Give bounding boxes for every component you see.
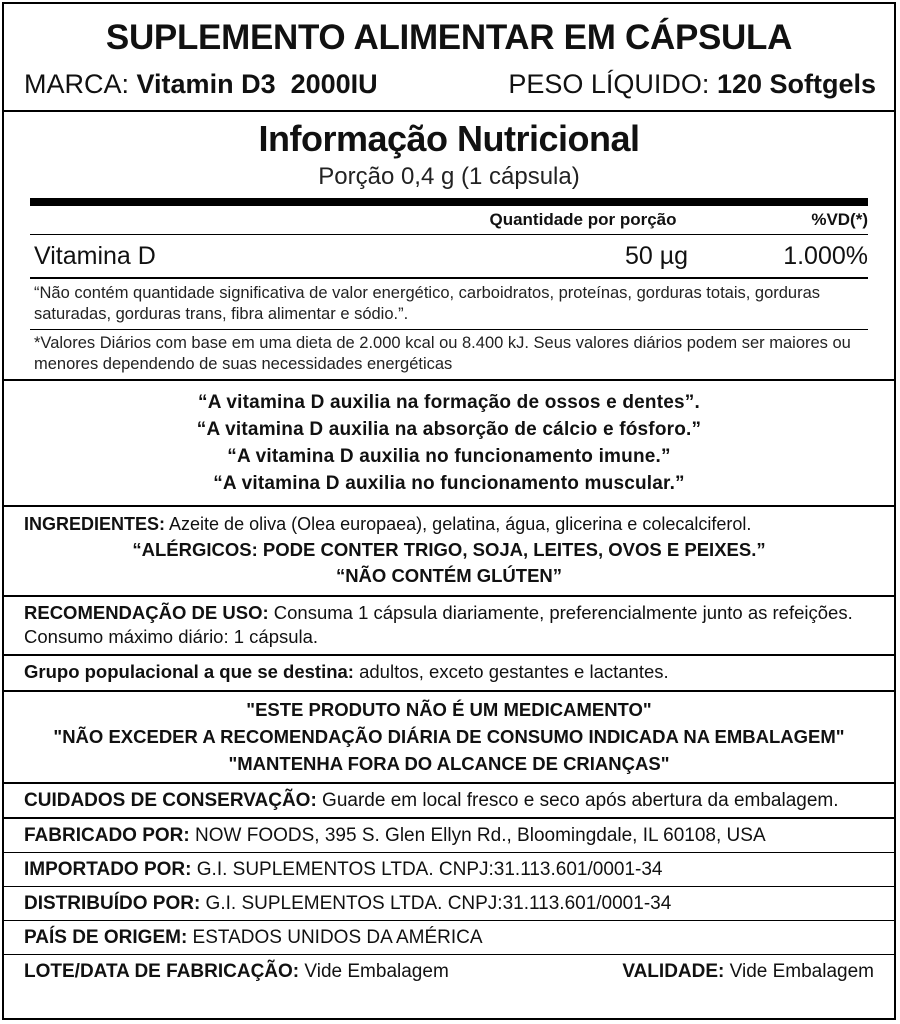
ingredients-text: Azeite de oliva (Olea europaea), gelatina, água, glicerina e colecalciferol.: [165, 514, 752, 534]
validity-text: Vide Embalagem: [724, 961, 874, 982]
manufacturer-label: FABRICADO POR:: [24, 825, 190, 846]
manufacturer-line: [4, 817, 894, 852]
importer-text: G.I. SUPLEMENTOS LTDA. CNPJ:31.113.601/0001-34: [191, 859, 663, 880]
ingredients-section: [4, 505, 894, 595]
product-category-title: SUPLEMENTO ALIMENTAR EM CÁPSULA: [105, 18, 793, 57]
claim-item: “A vitamina D auxilia no funcionamento muscular.”: [213, 473, 685, 494]
nutrition-note-insignificant: “Não contém quantidade significativa de valor energético, carboidratos, proteínas, gorduras totais, gorduras saturadas, gorduras trans, fibra alimentar e sódio.”.: [30, 279, 868, 330]
nutrition-divider: [30, 198, 868, 206]
manufacturer-text: NOW FOODS, 395 S. Glen Ellyn Rd., Bloomingdale, IL 60108, USA: [189, 825, 766, 846]
storage-text: Guarde em local fresco e seco após abertura da embalagem.: [316, 790, 839, 811]
claim-item: “A vitamina D auxilia no funcionamento imune.”: [227, 446, 671, 467]
importer-line: [4, 852, 894, 886]
distributor-line: [4, 886, 894, 920]
nutrient-quantity: 50 µg: [624, 241, 688, 270]
lot-info: [24, 955, 449, 988]
usage-label: RECOMENDAÇÃO DE USO:: [24, 602, 269, 623]
column-dv-header: %VD(*): [811, 210, 868, 229]
claim-item: “A vitamina D auxilia na absorção de cálcio e fósforo.”: [196, 419, 702, 440]
origin-line: [4, 920, 894, 954]
usage-text: Consuma 1 cápsula diariamente, preferencialmente junto as refeições. Consumo máximo diário: 1 cápsula.: [24, 602, 853, 647]
supplement-label: [2, 2, 896, 1020]
brand-value: Vitamin D3 2000IU: [136, 68, 378, 99]
nutrient-name: Vitamina D: [34, 241, 156, 270]
lot-validity-line: [4, 954, 894, 988]
distributor-label: DISTRIBUÍDO POR:: [24, 893, 201, 914]
origin-text: ESTADOS UNIDOS DA AMÉRICA: [187, 927, 483, 948]
validity-info: [622, 955, 874, 988]
brand-label: MARCA:: [24, 68, 130, 99]
warning-item: "MANTENHA FORA DO ALCANCE DE CRIANÇAS": [228, 753, 670, 774]
lot-label: LOTE/DATA DE FABRICAÇÃO:: [24, 961, 300, 982]
nutrient-row: [30, 234, 868, 279]
nutrition-note-daily-values: *Valores Diários com base em uma dieta de 2.000 kcal ou 8.400 kJ. Seus valores diários podem ser maiores ou menores dependendo de suas necessidades energéticas: [34, 334, 851, 373]
storage-label: CUIDADOS DE CONSERVAÇÃO:: [24, 790, 317, 811]
target-group-label: Grupo populacional a que se destina:: [24, 661, 354, 682]
lot-text: Vide Embalagem: [299, 961, 449, 982]
allergens-warning: “ALÉRGICOS: PODE CONTER TRIGO, SOJA, LEITES, OVOS E PEIXES.”: [132, 539, 766, 560]
brand: [24, 69, 378, 100]
mandatory-warnings: [4, 690, 894, 782]
label-header: [4, 4, 894, 112]
origin-label: PAÍS DE ORIGEM:: [24, 927, 188, 948]
net-weight-value: 120 Softgels: [716, 68, 876, 99]
net-weight-label: PESO LÍQUIDO:: [508, 68, 710, 99]
net-weight: [508, 69, 876, 100]
health-claims: [4, 379, 894, 505]
warning-item: "ESTE PRODUTO NÃO É UM MEDICAMENTO": [246, 699, 652, 720]
nutrition-header-row: [30, 206, 868, 234]
target-group: [4, 654, 894, 690]
brand-weight-row: [4, 60, 894, 110]
nutrition-title: Informação Nutricional: [258, 118, 640, 159]
claim-item: “A vitamina D auxilia na formação de ossos e dentes”.: [198, 392, 700, 413]
ingredients-line: [24, 511, 874, 537]
column-quantity-header: Quantidade por porção: [489, 210, 677, 229]
importer-label: IMPORTADO POR:: [24, 859, 192, 880]
gluten-warning: “NÃO CONTÉM GLÚTEN”: [335, 565, 563, 586]
usage-recommendation: [4, 595, 894, 654]
ingredients-label: INGREDIENTES:: [24, 514, 166, 534]
nutrient-dv: 1.000%: [783, 241, 868, 270]
warning-item: "NÃO EXCEDER A RECOMENDAÇÃO DIÁRIA DE CONSUMO INDICADA NA EMBALAGEM": [53, 726, 845, 747]
target-group-text: adultos, exceto gestantes e lactantes.: [353, 661, 669, 682]
nutrition-facts: [4, 116, 894, 379]
distributor-text: G.I. SUPLEMENTOS LTDA. CNPJ:31.113.601/0001-34: [200, 893, 672, 914]
storage-line: [4, 782, 894, 817]
nutrition-portion: Porção 0,4 g (1 cápsula): [318, 163, 580, 190]
validity-label: VALIDADE:: [622, 961, 725, 982]
